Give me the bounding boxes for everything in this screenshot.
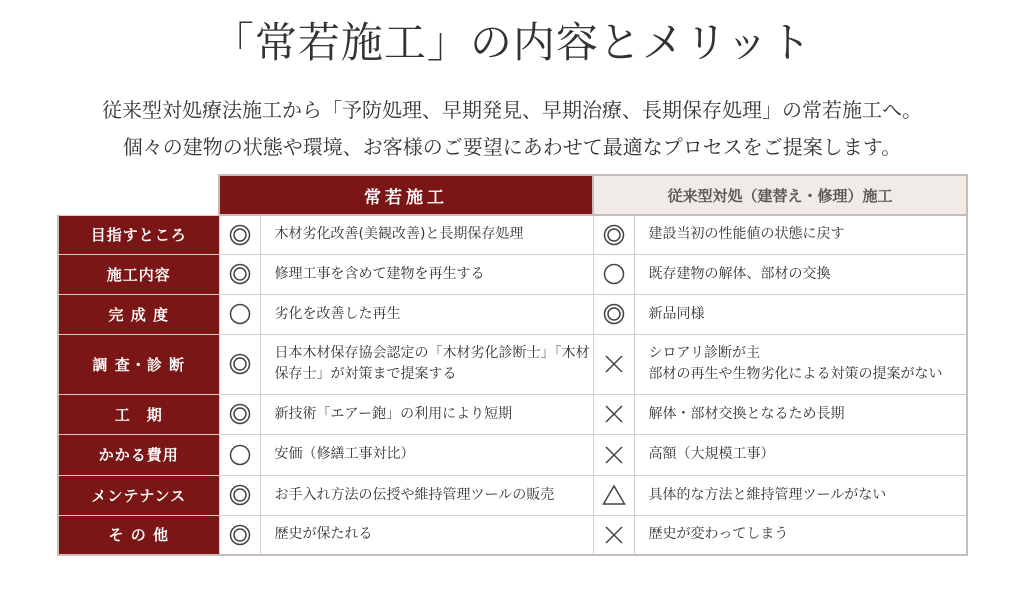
row-label: 調 査・診 断 [58,334,219,394]
circle-icon [220,444,260,466]
double-circle-icon [220,524,260,546]
double-circle-icon [220,353,260,375]
row-label: 完 成 度 [58,294,219,334]
conventional-rating [593,334,634,394]
tokowaka-rating [219,475,260,515]
tokowaka-rating [219,394,260,434]
circle-icon [220,303,260,325]
tokowaka-text: お手入れ方法の伝授や維持管理ツールの販売 [260,475,593,515]
table-row [58,475,967,515]
conventional-text: シロアリ診断が主 部材の再生や生物劣化による対策の提案がない [634,334,967,394]
table-row [58,434,967,475]
tokowaka-text: 木材劣化改善(美観改善)と長期保存処理 [260,215,593,254]
row-label: 工 期 [58,394,219,434]
conventional-text: 高額（大規模工事） [634,434,967,475]
cross-icon [594,353,634,375]
conventional-text: 建設当初の性能値の状態に戻す [634,215,967,254]
table-body [58,215,967,555]
page-title: 「常若施工」の内容とメリット [211,18,813,67]
conventional-rating [593,434,634,475]
cross-icon [594,524,634,546]
table-row [58,215,967,254]
double-circle-icon [220,403,260,425]
conventional-text: 新品同様 [634,294,967,334]
conventional-rating [593,254,634,294]
tokowaka-text: 歴史が保たれる [260,515,593,555]
header-conventional: 従来型対処（建替え・修理）施工 [593,175,967,215]
conventional-rating [593,475,634,515]
table-row [58,334,967,394]
conventional-rating [593,215,634,254]
cross-icon [594,403,634,425]
tokowaka-rating [219,434,260,475]
tokowaka-rating [219,515,260,555]
subtitle-line-1: 従来型対処療法施工から「予防処理、早期発見、早期治療、長期保存処理」の常若施工へ。 [102,98,922,122]
tokowaka-text: 安価（修繕工事対比） [260,434,593,475]
tokowaka-text: 修理工事を含めて建物を再生する [260,254,593,294]
conventional-text: 歴史が変わってしまう [634,515,967,555]
conventional-text: 解体・部材交換となるため長期 [634,394,967,434]
row-label: 目指すところ [58,215,219,254]
double-circle-icon [220,263,260,285]
header-tokowaka: 常若施工 [219,175,593,215]
comparison-table [57,174,968,556]
tokowaka-text: 劣化を改善した再生 [260,294,593,334]
row-label: 施工内容 [58,254,219,294]
tokowaka-rating [219,254,260,294]
double-circle-icon [220,224,260,246]
conventional-rating [593,515,634,555]
conventional-text: 既存建物の解体、部材の交換 [634,254,967,294]
double-circle-icon [594,224,634,246]
conventional-rating [593,294,634,334]
header-blank-cell [58,175,219,215]
conventional-text: 具体的な方法と維持管理ツールがない [634,475,967,515]
double-circle-icon [594,303,634,325]
row-label: メンテナンス [58,475,219,515]
triangle-icon [594,484,634,506]
subtitle-line-2: 個々の建物の状態や環境、お客様のご要望にあわせて最適なプロセスをご提案します。 [122,135,902,159]
circle-icon [594,263,634,285]
tokowaka-text: 日本木材保存協会認定の「木材劣化診断士」「木材保存士」が対策まで提案する [260,334,593,394]
conventional-rating [593,394,634,434]
table-row [58,254,967,294]
row-label: かかる費用 [58,434,219,475]
table-row [58,515,967,555]
double-circle-icon [220,484,260,506]
tokowaka-rating [219,215,260,254]
row-label: そ の 他 [58,515,219,555]
table-row [58,294,967,334]
tokowaka-text: 新技術「エアー鉋」の利用により短期 [260,394,593,434]
table-row [58,394,967,434]
cross-icon [594,444,634,466]
tokowaka-rating [219,334,260,394]
tokowaka-rating [219,294,260,334]
